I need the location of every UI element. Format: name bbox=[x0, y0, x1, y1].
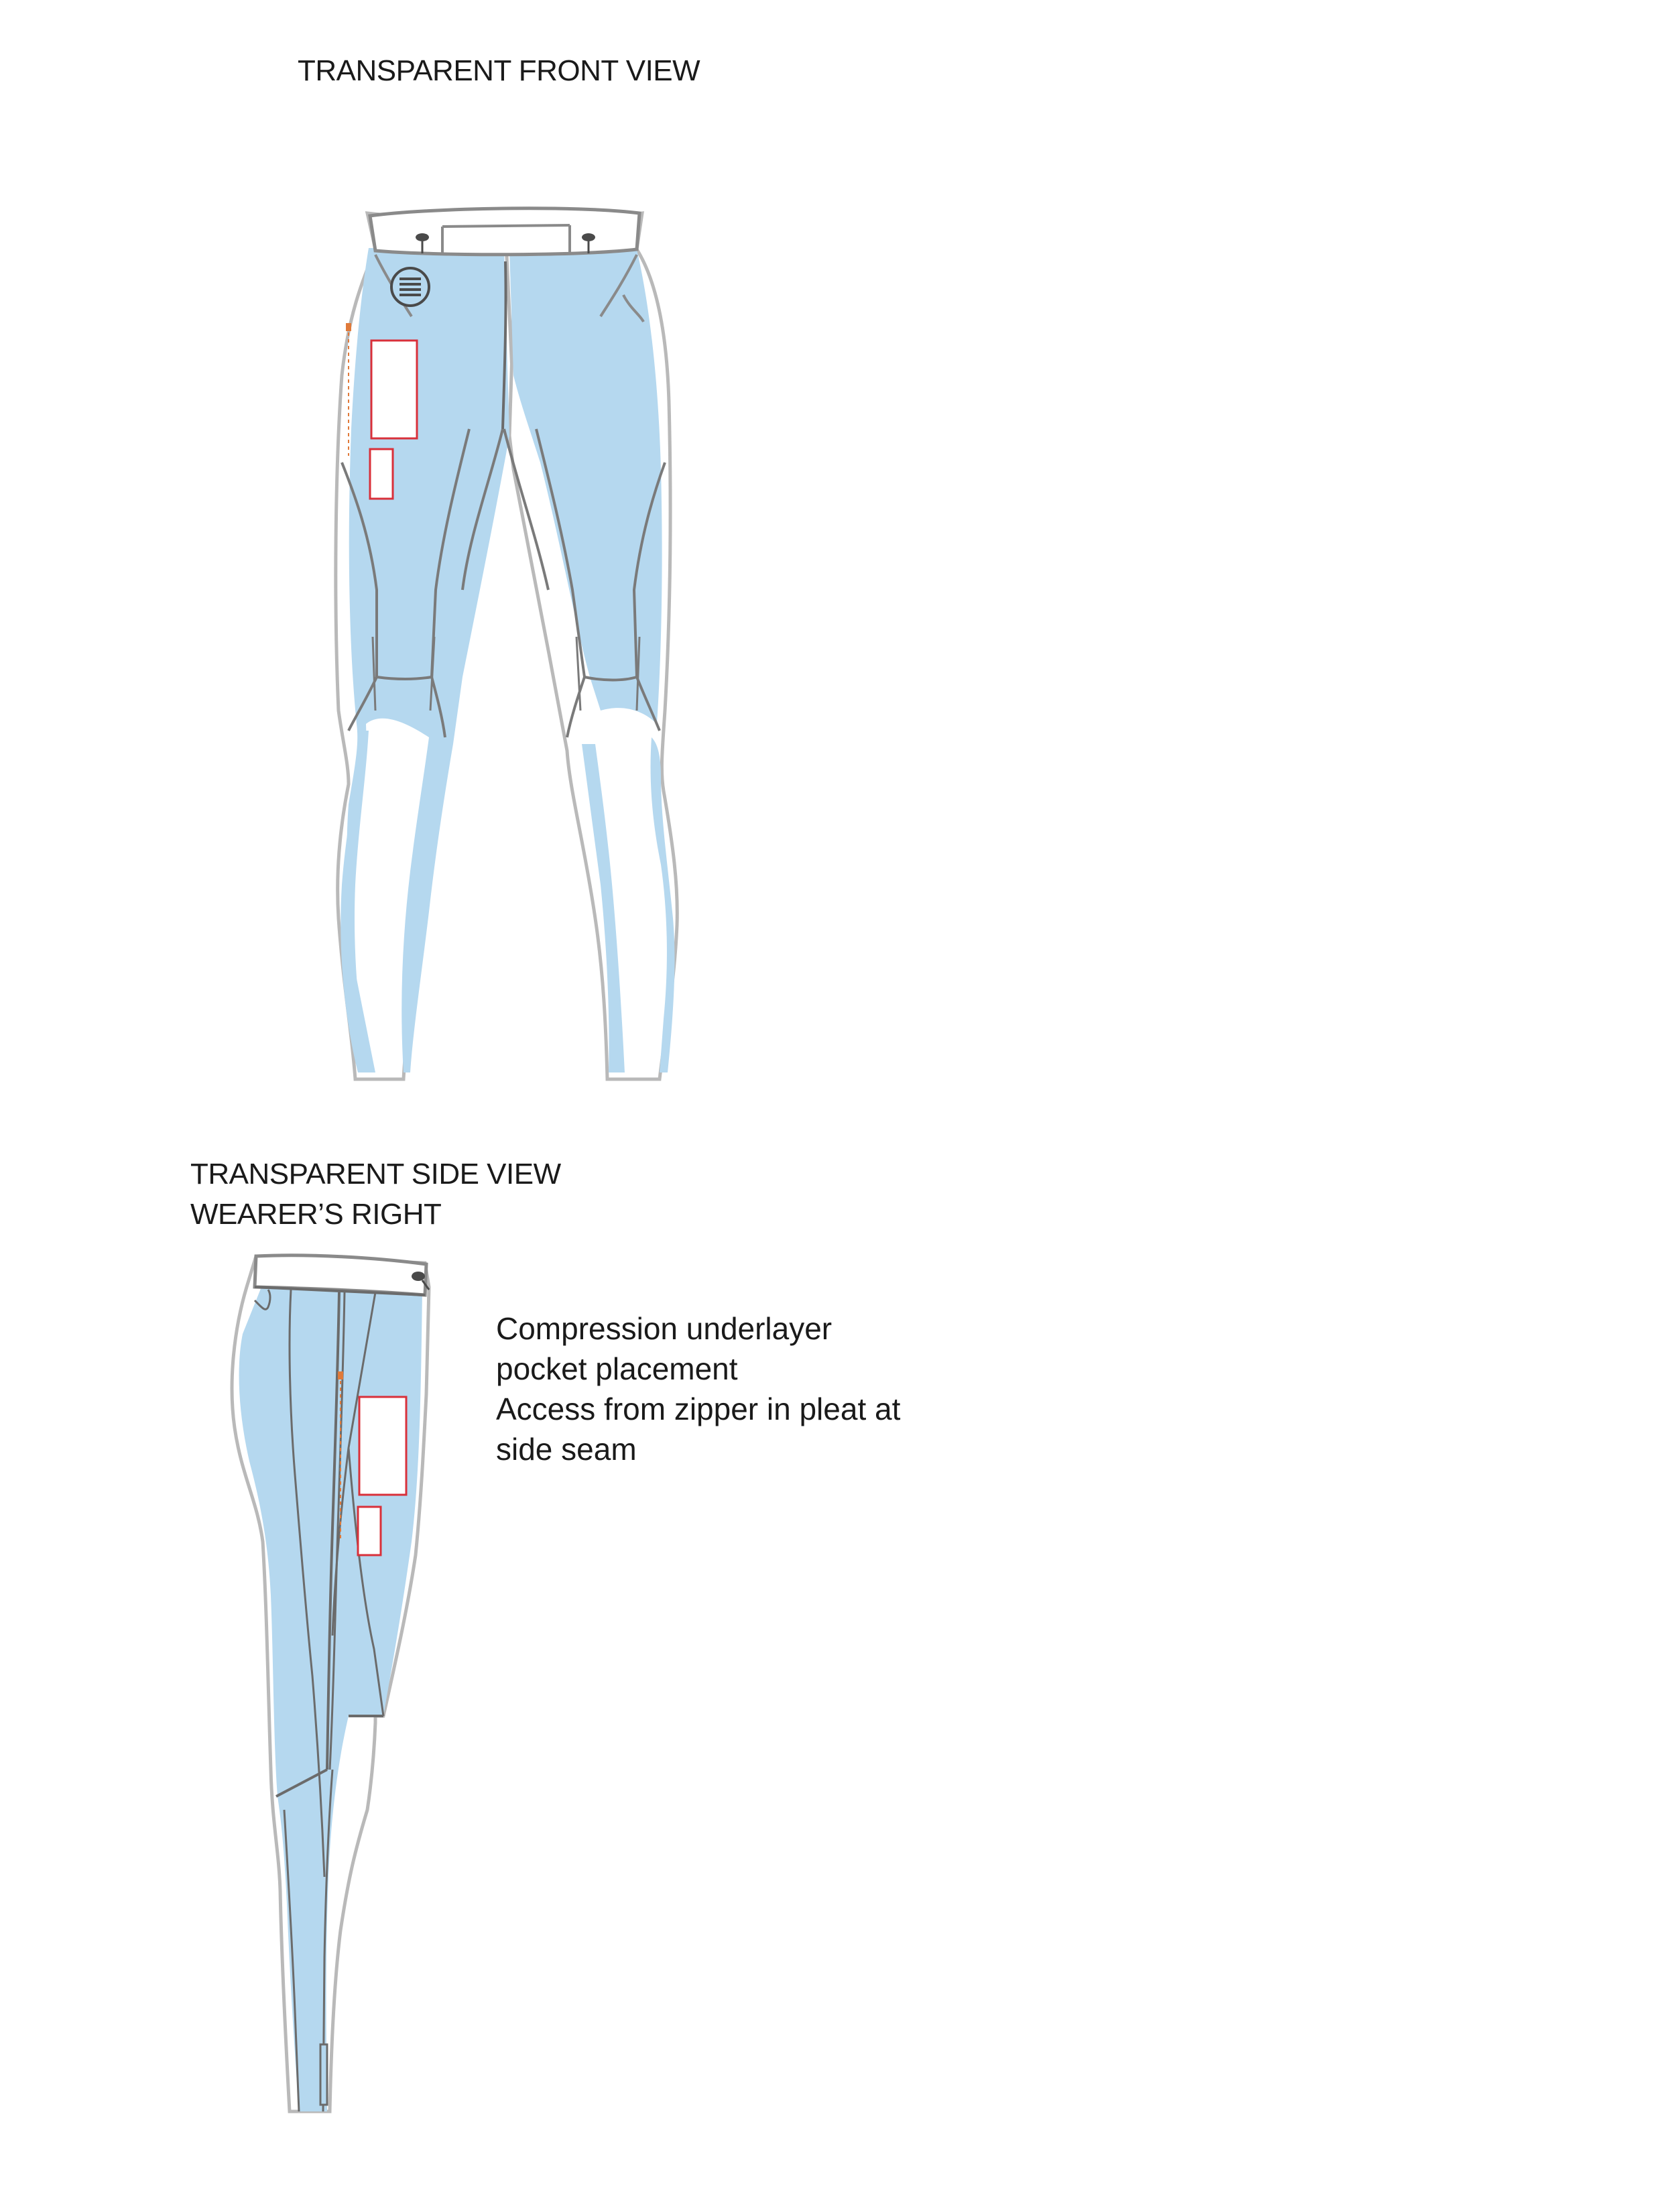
side-pocket-large bbox=[359, 1397, 406, 1495]
front-pocket-large bbox=[371, 341, 417, 438]
front-view-pants bbox=[336, 208, 677, 1079]
note-line-1: Compression underlayer bbox=[496, 1311, 832, 1346]
circle-logo-icon bbox=[391, 268, 429, 306]
note-line-2: pocket placement bbox=[496, 1351, 738, 1386]
note-line-3: Access from zipper in pleat at bbox=[496, 1392, 901, 1426]
side-view-pants bbox=[232, 1255, 429, 2111]
front-pocket-small bbox=[370, 449, 393, 499]
front-view-title: TRANSPARENT FRONT VIEW bbox=[298, 54, 700, 87]
note-line-4: side seam bbox=[496, 1432, 637, 1467]
side-view-title: TRANSPARENT SIDE VIEW bbox=[190, 1158, 561, 1190]
front-waistband bbox=[370, 208, 639, 255]
side-view-subtitle: WEARER’S RIGHT bbox=[190, 1198, 442, 1231]
side-pocket-small bbox=[358, 1507, 381, 1555]
